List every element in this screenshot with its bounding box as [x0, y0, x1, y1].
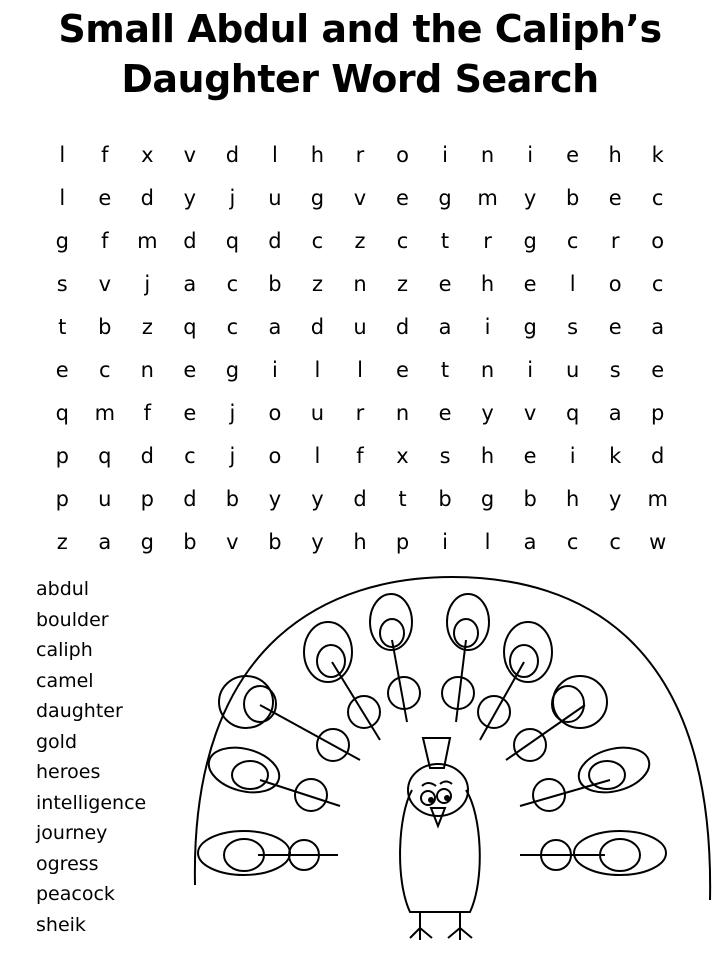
- grid-letter: n: [480, 143, 495, 167]
- grid-letter: s: [567, 315, 579, 339]
- grid-letter: t: [440, 229, 450, 253]
- grid-letter: d: [183, 487, 197, 511]
- grid-row: [41, 478, 679, 521]
- grid-row: [41, 349, 679, 392]
- grid-letter: j: [229, 186, 236, 210]
- grid-letter: c: [99, 358, 111, 382]
- grid-letter: j: [229, 401, 236, 425]
- letter-grid: [41, 134, 679, 564]
- tail-feather: [520, 831, 666, 875]
- grid-letter: e: [396, 186, 409, 210]
- tail-feather: [506, 676, 607, 761]
- grid-letter: a: [523, 530, 537, 554]
- grid-letter: a: [438, 315, 452, 339]
- grid-letter: i: [442, 143, 448, 167]
- grid-letter: r: [355, 143, 365, 167]
- grid-letter: v: [226, 530, 239, 554]
- grid-letter: e: [98, 186, 112, 210]
- grid-letter: u: [310, 401, 325, 425]
- grid-letter: y: [608, 487, 622, 511]
- grid-letter: p: [651, 401, 665, 425]
- grid-letter: d: [140, 186, 154, 210]
- grid-letter: i: [484, 315, 491, 339]
- grid-letter: d: [353, 487, 367, 511]
- grid-row: [41, 435, 679, 478]
- grid-letter: n: [140, 358, 154, 382]
- grid-letter: c: [651, 186, 664, 210]
- grid-letter: x: [396, 444, 409, 468]
- grid-letter: k: [609, 444, 622, 468]
- grid-letter: u: [353, 315, 367, 339]
- grid-letter: m: [94, 401, 116, 425]
- grid-letter: g: [55, 229, 69, 253]
- grid-letter: a: [268, 315, 282, 339]
- grid-letter: b: [225, 487, 240, 511]
- grid-letter: y: [268, 487, 282, 511]
- peacock-foot-left: [410, 912, 432, 940]
- grid-letter: t: [58, 315, 67, 339]
- grid-letter: c: [566, 229, 579, 253]
- grid-letter: h: [480, 272, 495, 296]
- grid-letter: c: [651, 272, 664, 296]
- grid-letter: c: [609, 530, 621, 554]
- grid-letter: k: [651, 143, 664, 167]
- grid-letter: o: [608, 272, 622, 296]
- word-list-item: intelligence: [36, 791, 147, 814]
- grid-letter: z: [56, 530, 68, 554]
- grid-letter: o: [651, 229, 665, 253]
- grid-letter: l: [59, 143, 66, 167]
- grid-letter: o: [268, 444, 282, 468]
- grid-letter: i: [527, 143, 534, 167]
- grid-letter: o: [396, 143, 409, 167]
- grid-letter: d: [651, 444, 665, 468]
- grid-letter: b: [523, 487, 537, 511]
- grid-letter: i: [527, 358, 534, 382]
- grid-letter: q: [565, 401, 580, 425]
- grid-letter: j: [229, 444, 236, 468]
- grid-letter: l: [59, 186, 66, 210]
- grid-letter: b: [183, 530, 197, 554]
- word-list-item: heroes: [36, 761, 101, 783]
- grid-letter: g: [523, 229, 537, 253]
- grid-letter: t: [440, 358, 450, 382]
- grid-row: [41, 521, 679, 564]
- grid-letter: z: [354, 229, 366, 253]
- word-list-item: gold: [36, 730, 78, 753]
- peacock-illustration: [190, 570, 720, 960]
- grid-letter: b: [268, 272, 282, 296]
- grid-letter: h: [480, 444, 495, 468]
- grid-letter: a: [608, 401, 622, 425]
- grid-letter: g: [310, 186, 325, 210]
- grid-letter: d: [183, 229, 197, 253]
- grid-letter: e: [438, 401, 452, 425]
- grid-letter: n: [395, 401, 410, 425]
- tail-feather: [520, 740, 654, 811]
- grid-letter: t: [398, 487, 407, 511]
- grid-letter: h: [565, 487, 580, 511]
- grid-letter: v: [183, 143, 197, 167]
- grid-letter: c: [396, 229, 409, 253]
- grid-letter: l: [314, 358, 321, 382]
- grid-letter: s: [56, 272, 68, 296]
- grid-letter: o: [268, 401, 282, 425]
- grid-letter: y: [523, 186, 537, 210]
- grid-letter: r: [483, 229, 492, 253]
- grid-letter: e: [651, 358, 665, 382]
- tail-fan-outline: [195, 577, 710, 900]
- grid-letter: e: [523, 272, 537, 296]
- title-line-2: Daughter Word Search: [121, 57, 599, 101]
- word-list-item: ogress: [36, 852, 99, 875]
- grid-letter: h: [353, 530, 367, 554]
- grid-letter: b: [268, 530, 282, 554]
- grid-letter: d: [140, 444, 154, 468]
- grid-letter: f: [101, 143, 109, 167]
- grid-letter: c: [226, 272, 239, 296]
- title-line-1: Small Abdul and the Caliph’s: [58, 7, 662, 51]
- grid-letter: u: [565, 358, 580, 382]
- grid-letter: g: [225, 358, 240, 382]
- grid-letter: e: [396, 358, 409, 382]
- tail-feather: [204, 740, 340, 811]
- word-list-item: caliph: [36, 639, 93, 661]
- grid-letter: f: [101, 229, 109, 253]
- grid-letter: a: [183, 272, 197, 296]
- grid-letter: x: [141, 143, 154, 167]
- grid-letter: s: [609, 358, 621, 382]
- grid-letter: l: [484, 530, 491, 554]
- grid-row: [41, 306, 679, 349]
- word-list-item: daughter: [36, 700, 123, 722]
- grid-letter: y: [183, 186, 197, 210]
- grid-letter: r: [355, 401, 365, 425]
- grid-letter: e: [608, 186, 622, 210]
- grid-letter: e: [523, 444, 537, 468]
- grid-letter: z: [311, 272, 323, 296]
- grid-letter: e: [608, 315, 622, 339]
- grid-letter: b: [438, 487, 452, 511]
- word-list-item: sheik: [36, 913, 86, 936]
- grid-letter: d: [310, 315, 325, 339]
- grid-letter: z: [141, 315, 153, 339]
- grid-letter: e: [55, 358, 69, 382]
- grid-letter: g: [480, 487, 495, 511]
- grid-letter: g: [438, 186, 452, 210]
- grid-letter: v: [98, 272, 112, 296]
- grid-letter: f: [143, 401, 152, 425]
- grid-letter: e: [438, 272, 452, 296]
- grid-letter: q: [225, 229, 240, 253]
- grid-letter: h: [608, 143, 622, 167]
- grid-letter: q: [183, 315, 197, 339]
- grid-letter: m: [137, 229, 158, 253]
- grid-letter: q: [98, 444, 112, 468]
- grid-letter: l: [272, 143, 278, 167]
- grid-letter: e: [183, 401, 197, 425]
- grid-letter: g: [140, 530, 154, 554]
- grid-letter: y: [311, 487, 324, 511]
- grid-letter: f: [356, 444, 364, 468]
- grid-letter: l: [314, 444, 321, 468]
- grid-row: [41, 392, 679, 435]
- grid-letter: h: [310, 143, 325, 167]
- grid-letter: i: [272, 358, 278, 382]
- grid-letter: v: [353, 186, 367, 210]
- grid-letter: s: [439, 444, 451, 468]
- grid-letter: r: [610, 229, 620, 253]
- grid-letter: y: [481, 401, 494, 425]
- peacock-foot-right: [448, 912, 472, 940]
- word-list-item: boulder: [36, 608, 109, 631]
- grid-letter: p: [140, 487, 154, 511]
- grid-row: [41, 220, 679, 263]
- grid-letter: e: [566, 143, 580, 167]
- grid-letter: u: [98, 487, 112, 511]
- grid-letter: i: [569, 444, 576, 468]
- grid-letter: e: [183, 358, 197, 382]
- word-list-item: journey: [36, 822, 108, 844]
- grid-letter: w: [649, 530, 667, 554]
- grid-row: [41, 134, 679, 177]
- word-list-item: peacock: [36, 883, 115, 905]
- grid-letter: c: [311, 229, 324, 253]
- grid-letter: c: [184, 444, 196, 468]
- grid-letter: m: [477, 186, 498, 210]
- grid-letter: d: [395, 315, 410, 339]
- grid-row: [41, 177, 679, 220]
- grid-letter: a: [98, 530, 112, 554]
- grid-letter: l: [569, 272, 576, 296]
- grid-row: [41, 263, 679, 306]
- grid-letter: j: [144, 272, 151, 296]
- grid-letter: l: [357, 358, 363, 382]
- grid-letter: v: [523, 401, 537, 425]
- grid-letter: b: [98, 315, 112, 339]
- grid-letter: d: [225, 143, 240, 167]
- grid-letter: p: [55, 444, 69, 468]
- grid-letter: g: [523, 315, 537, 339]
- grid-letter: p: [55, 487, 69, 511]
- grid-letter: q: [55, 401, 69, 425]
- grid-letter: a: [651, 315, 665, 339]
- grid-letter: c: [226, 315, 239, 339]
- grid-letter: n: [353, 272, 367, 296]
- grid-letter: d: [268, 229, 282, 253]
- tail-feather: [478, 622, 552, 740]
- grid-letter: b: [565, 186, 580, 210]
- tail-feather: [198, 831, 338, 875]
- grid-letter: z: [397, 272, 409, 296]
- word-list: [36, 574, 186, 940]
- word-list-item: camel: [36, 669, 94, 692]
- grid-letter: y: [311, 530, 324, 554]
- grid-letter: m: [647, 487, 668, 511]
- grid-letter: c: [566, 530, 579, 554]
- grid-letter: i: [442, 530, 448, 554]
- grid-letter: n: [480, 358, 495, 382]
- tail-feather: [304, 622, 380, 740]
- grid-letter: u: [268, 186, 282, 210]
- word-list-item: abdul: [36, 578, 90, 600]
- page-title: [0, 4, 720, 104]
- grid-letter: p: [395, 530, 410, 554]
